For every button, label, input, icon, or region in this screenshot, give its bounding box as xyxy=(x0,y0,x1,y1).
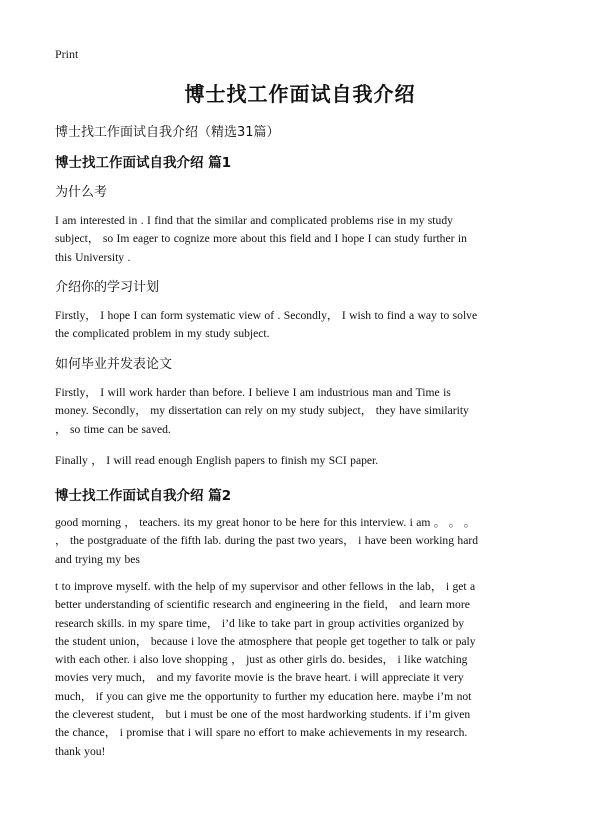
text-line: better understanding of scientific research and engineering in the field， and learn more xyxy=(55,598,470,612)
section-1-heading: 博士找工作面试自我介绍 篇1 xyxy=(55,155,232,171)
text-line: Firstly， I will work harder than before. I believe I am industrious man and Time is xyxy=(55,386,451,399)
section-2-paragraph-1 xyxy=(55,514,545,569)
text-line: I am interested in . I find that the similar and complicated problems rise in my study xyxy=(55,214,453,227)
section-2-heading: 博士找工作面试自我介绍 篇2 xyxy=(55,488,232,504)
text-line: subject， so Im eager to cognize more about this field and I hope I can study further in xyxy=(55,232,467,246)
question-3-answer-1 xyxy=(55,384,545,439)
text-line: with each other. i also love shopping ， just as other girls do. besides， i like watching xyxy=(55,653,468,667)
text-line: research skills. in my spare time， i’d like to take part in group activities organized by xyxy=(55,616,465,630)
question-2-answer xyxy=(55,307,545,344)
text-line: the cleverest student， but i must be one of the most hardworking students. if i’m given xyxy=(55,708,471,722)
text-line: ， so time can be saved. xyxy=(55,422,171,436)
text-line: Finally ， I will read enough English papers to finish my SCI paper. xyxy=(55,454,379,467)
question-3-heading: 如何毕业并发表论文 xyxy=(55,357,173,372)
document-subtitle: 博士找工作面试自我介绍（精选31篇） xyxy=(55,125,280,140)
text-line: the chance， i promise that i will spare no effort to make achievements in my research. xyxy=(55,726,468,740)
print-label[interactable]: Print xyxy=(55,47,79,61)
text-line: ， the postgraduate of the fifth lab. during the past two years， i have been working hard xyxy=(55,534,479,548)
question-1-heading: 为什么考 xyxy=(55,185,108,200)
question-1-answer xyxy=(55,212,545,267)
text-line: movies very much， and my favorite movie is the brave heart. i will appreciate it very xyxy=(55,671,464,685)
page-title: 博士找工作面试自我介绍 xyxy=(184,82,416,106)
text-line: this University . xyxy=(55,250,131,264)
text-line: t to improve myself. with the help of my supervisor and other fellows in the lab， i get a xyxy=(55,580,476,593)
text-line: the student union， because i love the atmosphere that people get together to talk or paly xyxy=(55,634,476,648)
text-line: Firstly， I hope I can form systematic view of . Secondly， I wish to find a way to solve xyxy=(55,309,478,322)
text-line: thank you! xyxy=(55,744,106,758)
text-line: good morning ， teachers. its my great honor to be here for this interview. i am 。 。 。 xyxy=(55,516,476,529)
text-line: money. Secondly， my dissertation can rely on my study subject， they have similarity xyxy=(55,404,469,418)
text-line: much， if you can give me the opportunity to further my education here. maybe i’m not xyxy=(55,689,472,703)
text-line: the complicated problem in my study subject. xyxy=(55,327,270,341)
section-2-paragraph-2 xyxy=(55,578,545,761)
question-2-heading: 介绍你的学习计划 xyxy=(55,280,160,295)
text-line: and trying my bes xyxy=(55,552,140,566)
question-3-answer-2 xyxy=(55,452,545,470)
